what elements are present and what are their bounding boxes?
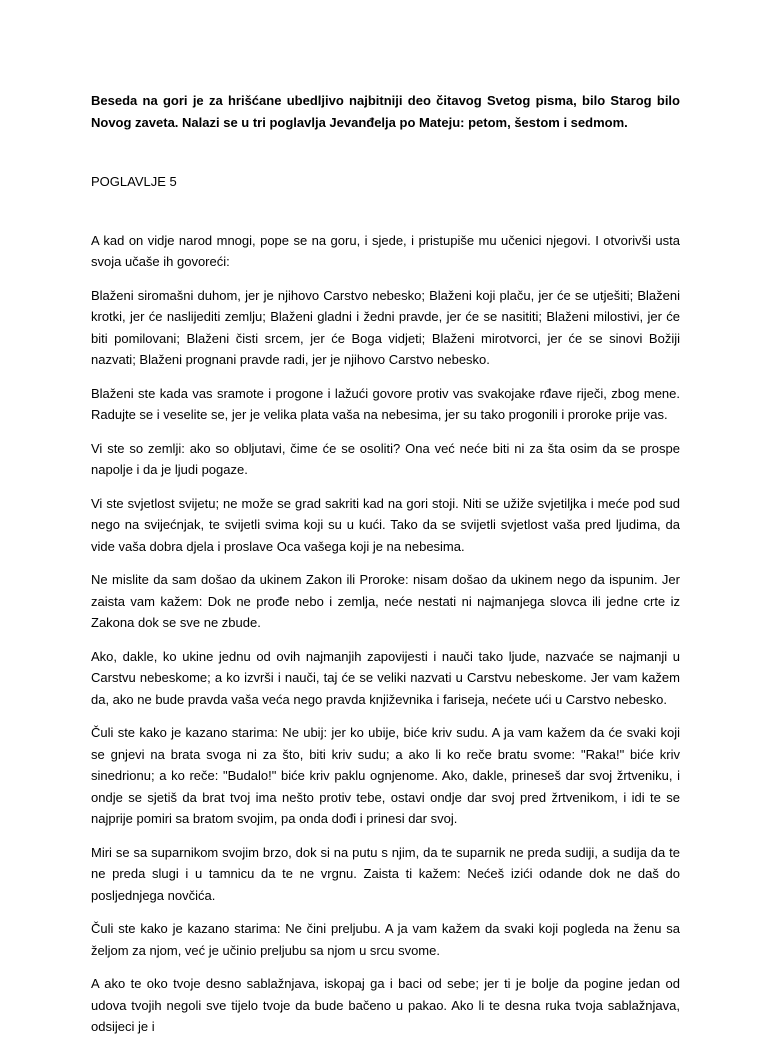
paragraph-1: A kad on vidje narod mnogi, pope se na goru, i sjede, i pristupiše mu učenici njegovi. I otvorivši usta svoja učaše ih govoreći:: [91, 232, 680, 269]
paragraph-10: Čuli ste kako je kazano starima: Ne čini preljubu. A ja vam kažem da svaki koji pogleda na ženu sa željom za njom, već je učinio preljubu sa njom u srcu svome.: [91, 921, 680, 958]
paragraph-4: Vi ste so zemlji: ako so obljutavi, čime će se osoliti? Ona već neće biti ni za šta osim da se prospe napolje i da je ljudi pogaze.: [91, 440, 680, 477]
paragraph-6: Ne mislite da sam došao da ukinem Zakon ili Proroke: nisam došao da ukinem nego da ispunim. Jer zaista vam kažem: Dok ne prođe nebo i zemlja, neće nestati ni najmanjega slovca ili jedne crte iz Zakona dok se sve ne zbude.: [91, 572, 680, 630]
paragraph-5: Vi ste svjetlost svijetu; ne može se grad sakriti kad na gori stoji. Niti se užiže svjetiljka i meće pod sud nego na svijećnjak, te svijetli svima koji su u kući. Tako da se svijetli svjetlost vaša pred ljudima, da vide vaša dobra djela i proslave Oca vašega koji je na nebesima.: [91, 495, 680, 554]
paragraph-2: Blaženi siromašni duhom, jer je njihovo Carstvo nebesko; Blaženi koji plaču, jer će se utješiti; Blaženi krotki, jer će naslijediti zemlju; Blaženi gladni i žedni pravde, jer će se nasititi; Blaženi milostivi, jer će biti pomilovani; Blaženi čisti srcem, jer će Boga vidjeti; Blaženi mirotvorci, jer će se sinovi Božiji nazvati; Blaženi prognani pravde radi, jer je njihovo Carstvo nebesko.: [91, 287, 680, 367]
paragraph-3: Blaženi ste kada vas sramote i progone i lažući govore protiv vas svakojake rđave riječi, zbog mene. Radujte se i veselite se, jer je velika plata vaša na nebesima, jer su tako progonili i proroke prije vas.: [91, 385, 680, 422]
paragraph-9: Miri se sa suparnikom svojim brzo, dok si na putu s njim, da te suparnik ne preda sudiji, a sudija da te ne preda slugi i u tamnicu da te ne vrgnu. Zaista ti kažem: Nećeš izići odande dok ne daš do posljednjega novčića.: [91, 844, 680, 903]
paragraph-7: Ako, dakle, ko ukine jednu od ovih najmanjih zapovijesti i nauči tako ljude, nazvaće se najmanji u Carstvu nebeskome; a ko izvrši i nauči, taj će se veliki nazvati u Carstvu nebeskome. Jer vam kažem da, ako ne bude pravda vaša veća nego pravda književnika i fariseja, nećete ući u Carstvo nebesko.: [91, 648, 680, 707]
chapter-heading: POGLAVLJE 5: [91, 174, 177, 189]
paragraph-11: A ako te oko tvoje desno sablažnjava, iskopaj ga i baci od sebe; jer ti je bolje da pogine jedan od udova tvojih negoli sve tijelo tvoje da bude bačeno u pakao. Ako li te desna ruka tvoja sablažnjava, odsijeci je i: [91, 976, 680, 1034]
intro-paragraph: Beseda na gori je za hrišćane ubedljivo najbitniji deo čitavog Svetog pisma, bilo Starog bilo Novog zaveta. Nalazi se u tri poglavlja Jevanđelja po Mateju: petom, šestom i sedmom.: [91, 93, 680, 130]
paragraph-8: Čuli ste kako je kazano starima: Ne ubij: jer ko ubije, biće kriv sudu. A ja vam kažem da će svaki koji se gnjevi na brata svoga ni za što, biti kriv sudu; a ako li ko reče bratu svome: "Raka!" biće kriv sinedrionu; a ko reče: "Budalo!" biće kriv paklu ognjenome. Ako, dakle, prineseš dar svoj žrtveniku, i ondje se sjetiš da brat tvoj ima nešto protiv tebe, ostavi ondje dar svoj pred žrtvenikom, i idi te se najprije pomiri sa bratom svojim, pa onda dođi i prinesi dar svoj.: [91, 725, 680, 826]
